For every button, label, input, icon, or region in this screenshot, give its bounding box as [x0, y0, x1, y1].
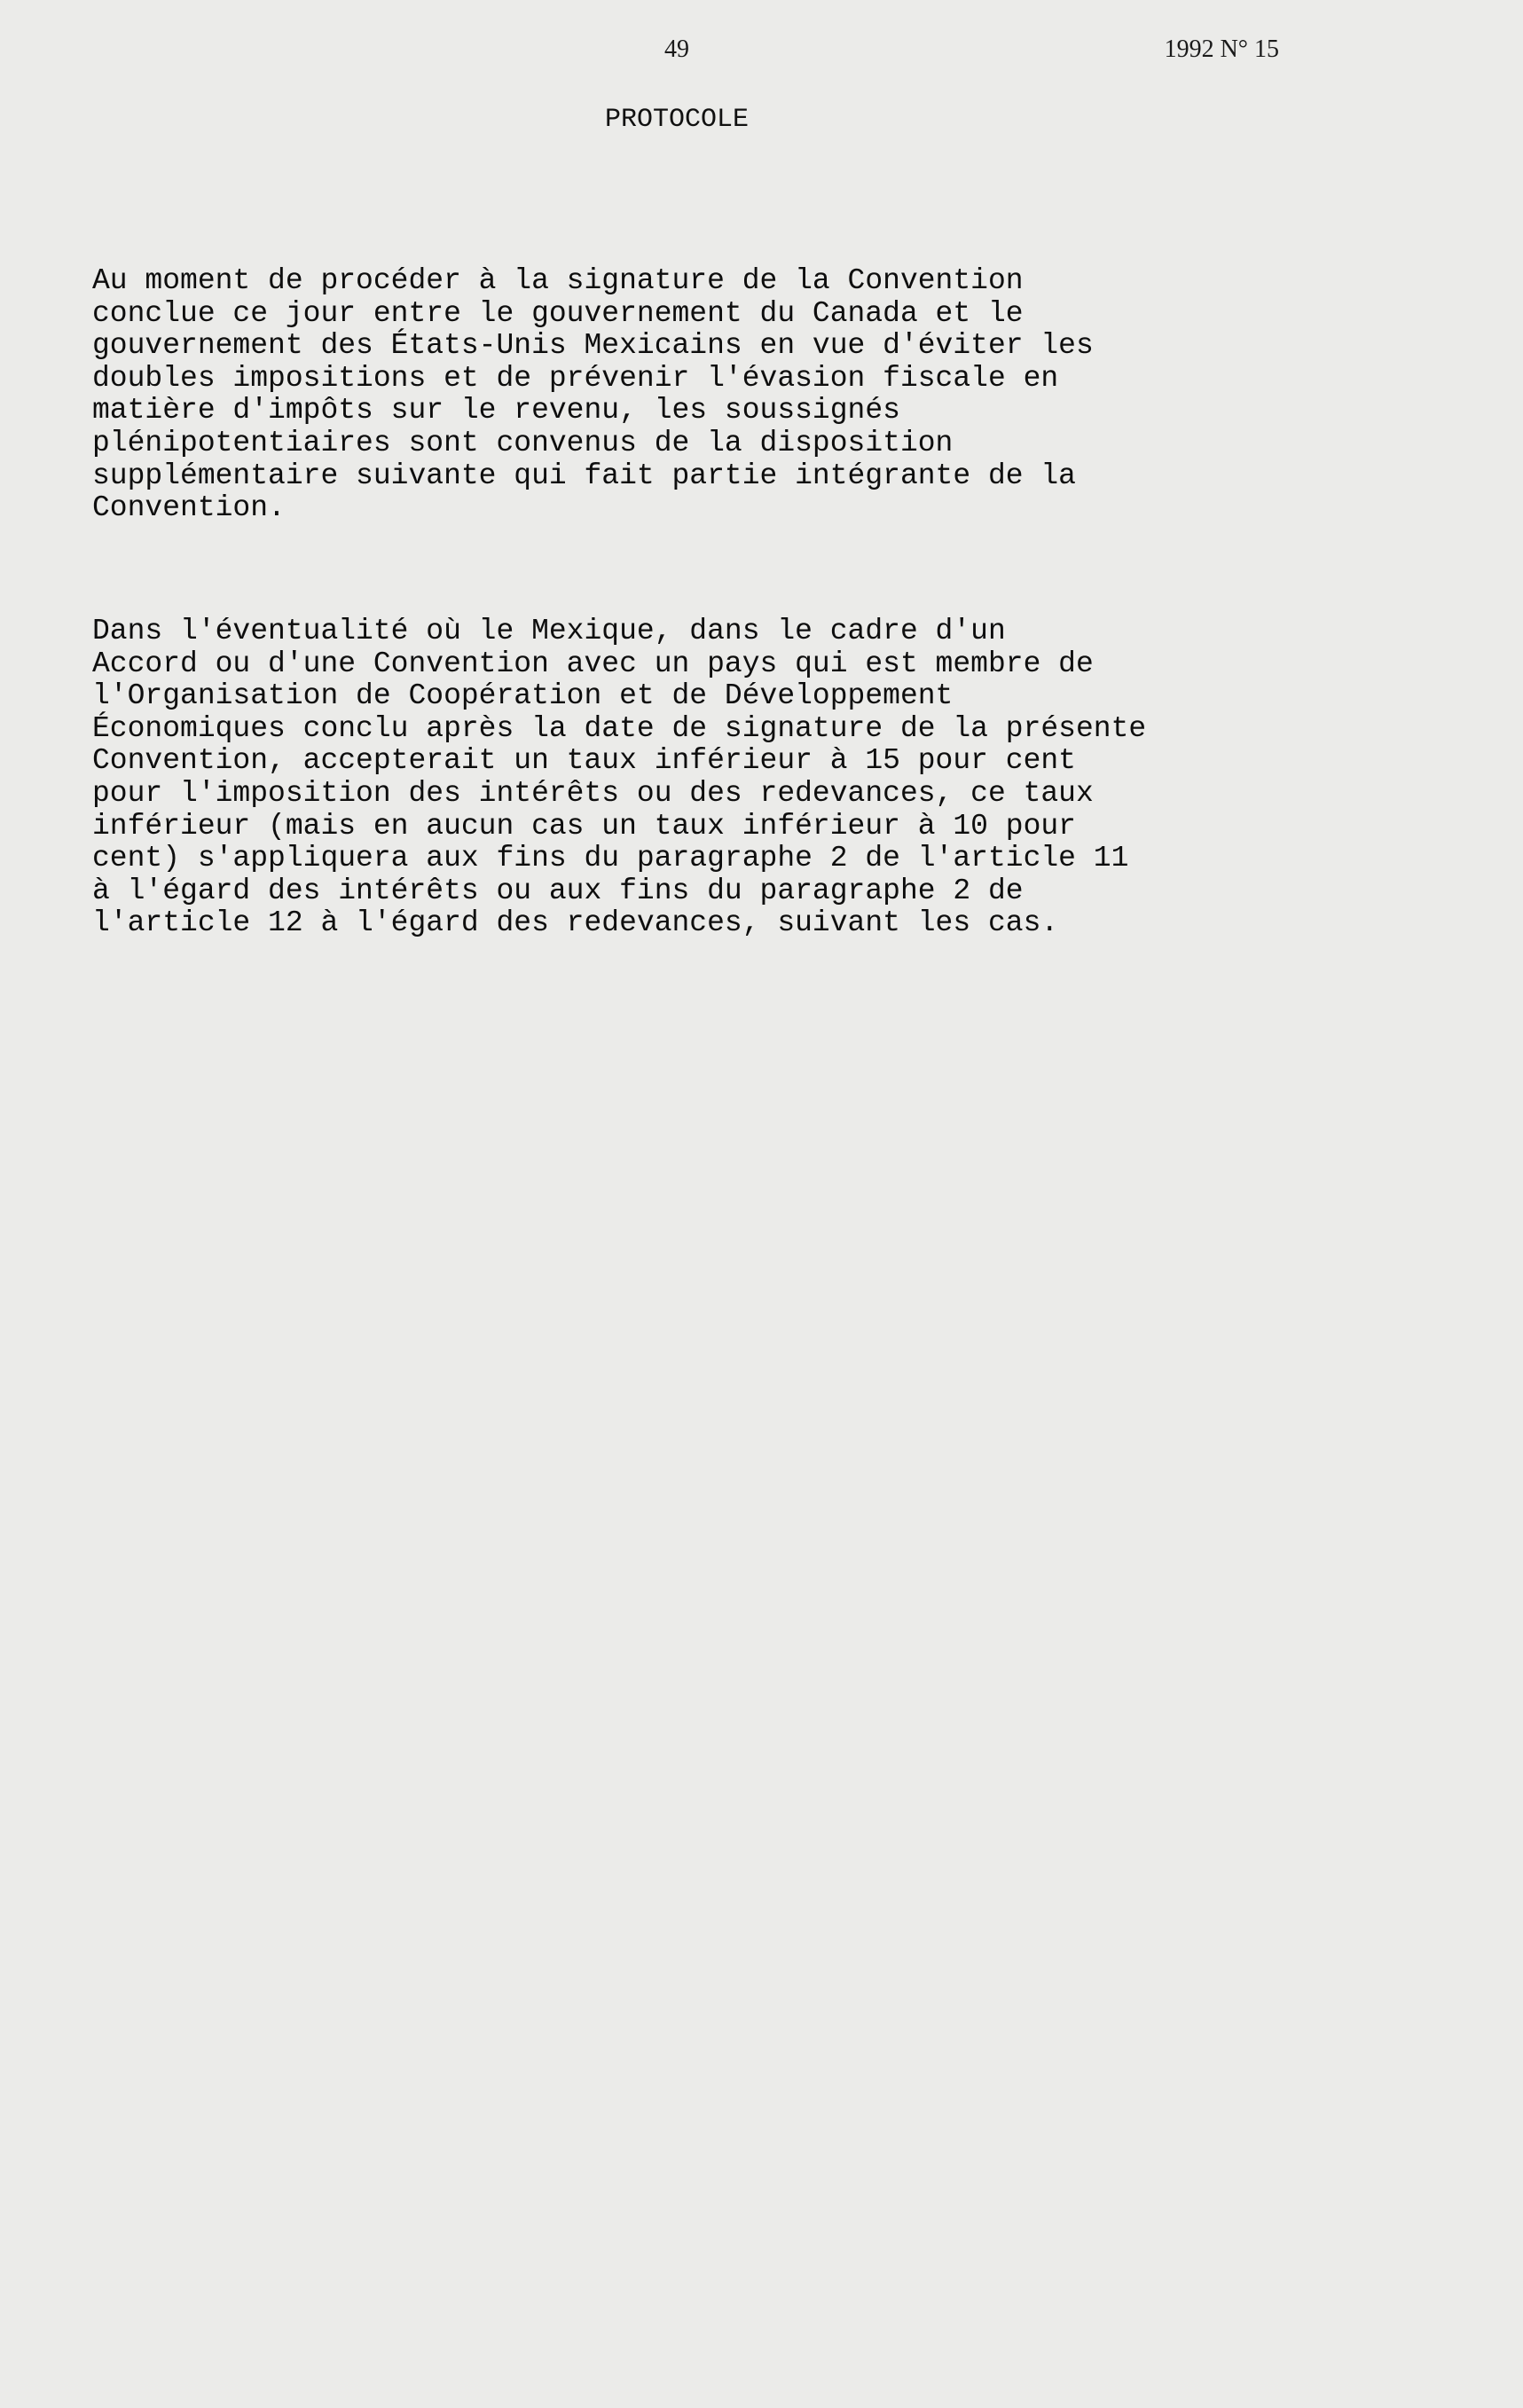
publication-reference: 1992 N° 15	[1164, 35, 1279, 63]
paragraph-1: Au moment de procéder à la signature de la Convention conclue ce jour entre le gouvernement du Canada et le gouvernement des États-Unis Mexicains en vue d'éviter les doubles impositions et de prévenir l'évasion fiscale en matière d'impôts sur le revenu, les soussignés plénipotentiaires sont convenus de la disposition supplémentaire suivante qui fait partie intégrante de la Convention.	[92, 264, 1094, 525]
document-title: PROTOCOLE	[604, 105, 750, 135]
paragraph-2: Dans l'éventualité où le Mexique, dans le cadre d'un Accord ou d'une Convention avec un pays qui est membre de l'Organisation de Coopération et de Développement Économiques conclu après la date de signature de la présente Convention, accepterait un taux inférieur à 15 pour cent pour l'imposition des intérêts ou des redevances, ce taux inférieur (mais en aucun cas un taux inférieur à 10 pour cent) s'appliquera aux fins du paragraphe 2 de l'article 11 à l'égard des intérêts ou aux fins du paragraphe 2 de l'article 12 à l'égard des redevances, suivant les cas.	[92, 615, 1147, 940]
page-number: 49	[664, 35, 689, 63]
